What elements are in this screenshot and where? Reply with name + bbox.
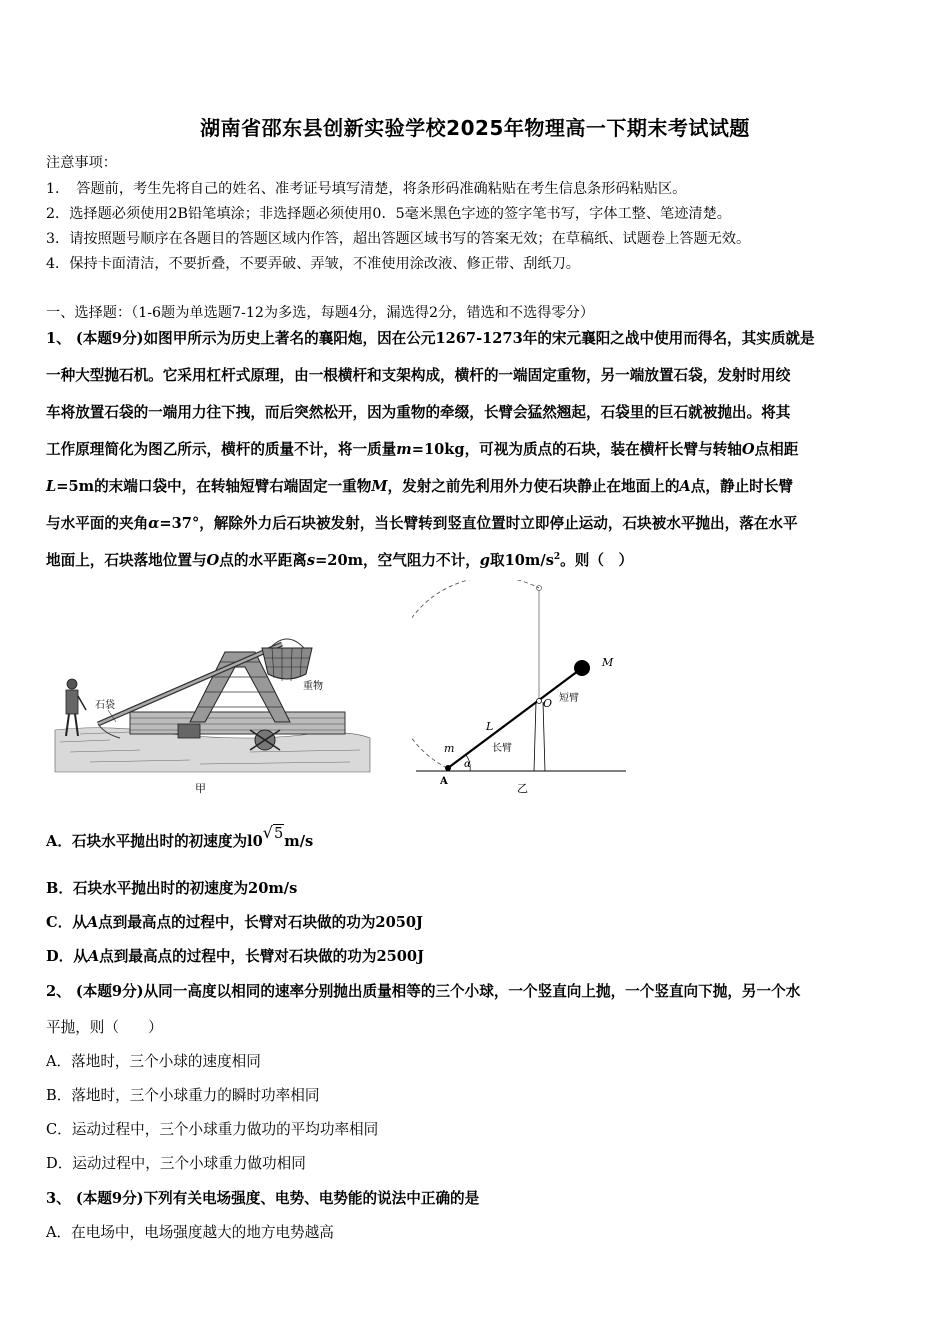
q1-line-5-a: =5m的末端口袋中，在转轴短臂右端固定一重物 xyxy=(56,478,372,495)
label-M: M xyxy=(602,656,614,669)
q1-var-bigm: M xyxy=(371,478,388,495)
q2-option-d: D．运动过程中，三个小球重力做功相同 xyxy=(46,1155,306,1172)
q1-line-3: 车将放置石袋的一端用力往下拽，而后突然松开，因为重物的牵缀，长臂会猛然翘起，石袋里的巨石就被抛出。将其 xyxy=(46,404,791,421)
q1-var-l: L xyxy=(46,478,57,495)
q1-option-d-b: 点到最高点的过程中，长臂对石块做的功为2500J xyxy=(99,948,424,965)
q1-line-7-e: 。则（ ） xyxy=(560,552,634,569)
q1-var-o: O xyxy=(741,441,755,458)
caption-jia: 甲 xyxy=(195,782,206,795)
label-long-arm: 长臂 xyxy=(492,743,512,754)
q1-option-a-root: 5 xyxy=(273,825,284,842)
q1-line-1: 1、 (本题9分)如图甲所示为历史上著名的襄阳炮，因在公元1267-1273年的宋元襄阳之战中使用而得名，其实质就是 xyxy=(46,330,815,347)
q1-var-g: g xyxy=(479,552,491,569)
label-m: m xyxy=(444,742,455,755)
notice-heading: 注意事项： xyxy=(46,155,117,171)
q1-line-4 xyxy=(46,438,906,459)
q1-option-c xyxy=(46,911,906,932)
q1-line-4-c: 点相距 xyxy=(754,441,799,458)
q1-line-7 xyxy=(46,549,906,570)
q3-option-a: A．在电场中，电场强度越大的地方电势越高 xyxy=(46,1224,334,1241)
q1-line-7-a: 地面上，石块落地位置与 xyxy=(46,552,207,569)
q1-line-2: 一种大型抛石机。它采用杠杆式原理，由一根横杆和支架构成，横杆的一端固定重物，另一端放置石袋，发射时用绞 xyxy=(46,367,791,384)
q1-option-a-unit: m/s xyxy=(284,833,314,850)
q1-option-d-a: D．从 xyxy=(46,948,88,965)
notice-item-3: 3．请按照题号顺序在各题目的答题区域内作答，超出答题区域书写的答案无效；在草稿纸、试题卷上答题无效。 xyxy=(46,231,751,247)
q1-option-a xyxy=(46,823,906,851)
q1-var-alpha: α xyxy=(148,515,160,532)
q1-line-6-a: 与水平面的夹角 xyxy=(46,515,149,532)
q1-line-6-b: =37°，解除外力后石块被发射，当长臂转到竖直位置时立即停止运动，石块被水平抛出，落在水平 xyxy=(159,515,798,532)
q1-option-b: B．石块水平抛出时的初速度为20m/s xyxy=(46,880,298,897)
page-title: 湖南省邵东县创新实验学校2025年物理高一下期末考试试题 xyxy=(200,116,750,140)
q1-line-5 xyxy=(46,475,906,496)
q1-var-o2: O xyxy=(206,552,220,569)
label-stone-bag: 石袋 xyxy=(95,700,115,711)
q1-option-c-a: C．从 xyxy=(46,914,87,931)
q3-line-1: 3、 (本题9分)下列有关电场强度、电势、电势能的说法中正确的是 xyxy=(46,1190,480,1207)
caption-yi: 乙 xyxy=(517,782,528,795)
q1-option-c-b: 点到最高点的过程中，长臂对石块做的功为2050J xyxy=(98,914,423,931)
q1-line-7-c: =20m，空气阻力不计， xyxy=(315,552,480,569)
notice-item-2: 2．选择题必须使用2B铅笔填涂；非选择题必须使用0．5毫米黑色字迹的签字笔书写，字体工整、笔迹清楚。 xyxy=(46,206,731,222)
q1-option-a-text: A．石块水平抛出时的初速度为l0 xyxy=(46,833,263,850)
section-heading: 一、选择题：（1-6题为单选题7-12为多选，每题4分，漏选得2分，错选和不选得零分） xyxy=(46,305,595,321)
q2-option-a: A．落地时，三个小球的速度相同 xyxy=(46,1053,261,1070)
q2-line-1: 2、 (本题9分)从同一高度以相同的速率分别抛出质量相等的三个小球，一个竖直向上抛，一个竖直向下抛，另一个水 xyxy=(46,983,801,1000)
q1-option-d xyxy=(46,945,906,966)
label-A: A xyxy=(440,776,448,787)
q1-line-4-a: 工作原理简化为图乙所示，横杆的质量不计，将一质量 xyxy=(46,441,397,458)
notice-item-1: 1． 答题前，考生先将自己的姓名、准考证号填写清楚，将条形码准确粘贴在考生信息条形码粘贴区。 xyxy=(46,181,687,197)
q1-line-6 xyxy=(46,512,906,533)
q1-line-5-c: 点，静止时长臂 xyxy=(690,478,793,495)
q1-var-a: A xyxy=(679,478,691,495)
q2-option-b: B．落地时，三个小球重力的瞬时功率相同 xyxy=(46,1087,320,1104)
q1-var-m: m xyxy=(396,441,412,458)
q2-line-2: 平抛，则（ ） xyxy=(46,1019,163,1036)
q1-line-5-b: ，发射之前先利用外力使石块静止在地面上的 xyxy=(387,478,680,495)
q1-option-c-var: A xyxy=(86,914,99,931)
q1-option-d-var: A xyxy=(87,948,100,965)
notice-item-4: 4．保持卡面清洁，不要折叠，不要弄破、弄皱，不准使用涂改液、修正带、刮纸刀。 xyxy=(46,256,580,272)
sqrt-icon: √ xyxy=(262,823,273,842)
label-short-arm: 短臂 xyxy=(559,693,579,704)
q1-line-7-d: 取10m/s xyxy=(490,552,554,569)
label-L: L xyxy=(486,720,494,733)
label-alpha: α xyxy=(464,759,471,770)
label-weight: 重物 xyxy=(303,681,323,692)
q1-var-s: s xyxy=(306,552,316,569)
q1-line-4-b: =10kg，可视为质点的石块，装在横杆长臂与转轴 xyxy=(411,441,742,458)
label-O: O xyxy=(543,697,553,710)
q1-line-7-sup: 2 xyxy=(553,552,561,563)
catapult-illustration xyxy=(50,612,380,802)
q1-line-7-b: 点的水平距离 xyxy=(219,552,307,569)
lever-schematic xyxy=(412,580,632,802)
q2-option-c: C．运动过程中，三个小球重力做功的平均功率相同 xyxy=(46,1121,379,1138)
